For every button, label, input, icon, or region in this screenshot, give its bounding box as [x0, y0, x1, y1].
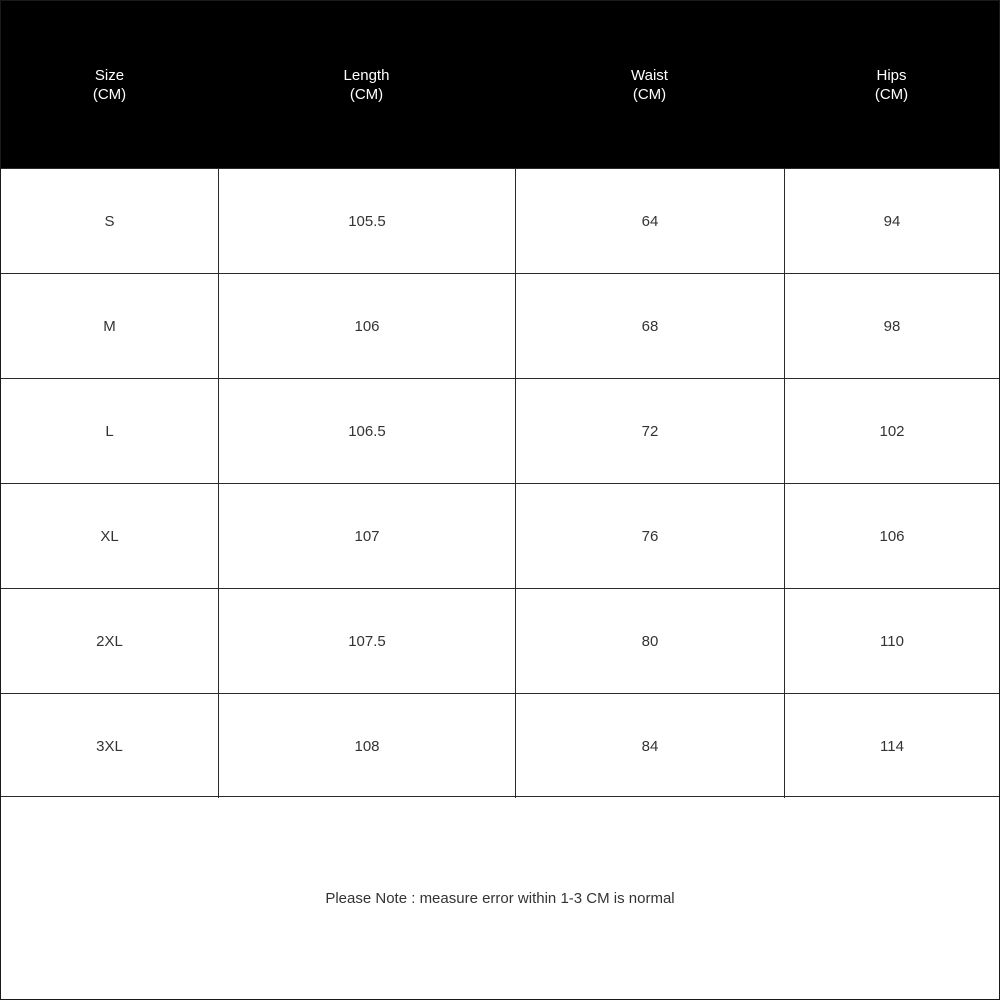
- cell-length: 106.5: [218, 379, 515, 483]
- cell-size: 2XL: [96, 632, 123, 650]
- cell-hips: 94: [784, 169, 999, 273]
- cell-waist: 80: [515, 589, 784, 693]
- cell-hips: 98: [784, 274, 999, 378]
- cell-waist: 68: [515, 274, 784, 378]
- header-length: Length (CM): [343, 66, 390, 103]
- cell-waist: 64: [515, 169, 784, 273]
- header-size: Size (CM): [92, 66, 127, 103]
- cell-size: S: [104, 212, 115, 230]
- cell-length: 108: [218, 694, 515, 798]
- cell-length: 106: [218, 274, 515, 378]
- measurement-note: Please Note : measure error within 1-3 CM is normal: [1, 796, 999, 1000]
- cell-size: 3XL: [96, 737, 123, 755]
- cell-length: 107: [218, 484, 515, 588]
- table-row: [1, 168, 999, 273]
- cell-hips: 102: [784, 379, 999, 483]
- table-row: [1, 378, 999, 483]
- table-row: [1, 273, 999, 378]
- cell-waist: 76: [515, 484, 784, 588]
- cell-hips: 110: [784, 589, 999, 693]
- cell-size: M: [103, 317, 116, 335]
- cell-length: 107.5: [218, 589, 515, 693]
- cell-waist: 72: [515, 379, 784, 483]
- header-waist: Waist (CM): [631, 66, 668, 103]
- header-hips: Hips (CM): [874, 66, 909, 103]
- table-header: [1, 1, 999, 168]
- cell-size: L: [105, 422, 114, 440]
- cell-hips: 106: [784, 484, 999, 588]
- cell-hips: 114: [784, 694, 999, 798]
- table-row: [1, 693, 999, 798]
- table-body: [1, 168, 999, 798]
- cell-size: XL: [100, 527, 119, 545]
- cell-length: 105.5: [218, 169, 515, 273]
- table-row: [1, 588, 999, 693]
- cell-waist: 84: [515, 694, 784, 798]
- table-row: [1, 483, 999, 588]
